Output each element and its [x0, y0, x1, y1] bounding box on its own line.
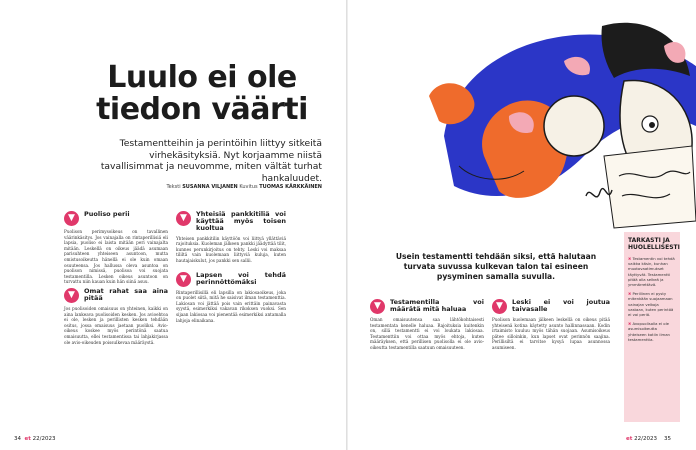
right-column-2 [492, 296, 610, 353]
sidebar-tip [628, 256, 676, 287]
article-title [82, 62, 322, 126]
illus-signature [586, 189, 612, 197]
sidebar-tip [628, 321, 676, 342]
section-body: Puolison kuolemaan jälkeen leskellä on oikeus pitää yhteisenä kotina käytetty asunto hallinnassaan. Kodin irtaimisto kuuluu myös tähän suojaan. Asumisoikeus pätee silloinkin, kun lapset ovat perinnön saajina. Perillisiltä ei tarvitse kysyä lupaa asunnossa asumiseen. [492, 317, 610, 350]
illus-head [544, 96, 604, 156]
section-head [64, 288, 168, 303]
section-heading: Omat rahat saa aina pitää [84, 286, 168, 303]
magazine-logo: et [24, 436, 31, 442]
folio-left [14, 436, 55, 442]
sidebar-tip [628, 291, 676, 317]
section-head [176, 211, 286, 233]
section-body: Yhteisen pankkitilin käyttöön voi liittyä yllättäviä rajoituksia. Kuoleman jälkeen pankki jäädyttää tilit, kunnes perunkirjoitus on tehty. Leski voi maksaa tililtä vain kuolemaan liittyviä kuluja, kuten hautajaiskulut, jos pankki sen sallii. [176, 235, 286, 263]
illus-pupil [649, 122, 655, 128]
section-heading: Lapsen voi tehdä perinnöttömäksi [196, 270, 286, 286]
check-icon: ✖ [628, 321, 633, 327]
section-body: Jos puolisoiden omaisuus on yhteinen, kaikki on aina lankeava puolisoiden kesken. Jos avioehtoa ei ole, lesken ja perillisten kesken tehdään ositus, jossa omaisuus jaetaan puoliksi. Avio-oikeus koskee myös perintönä saatua omaisuutta, ellei testamentissa tai lahjakirjassa ole avio-oikeuden poissulkevaa määräystä. [64, 305, 168, 345]
section-heading: Yhteisiä pankkitiliä voi käyttää myös toisen kuoltua [196, 210, 286, 233]
section-head [64, 211, 168, 226]
middle-column [176, 208, 286, 325]
section-body: Puolison perimysoikeus on tavallinen väärinkäsitys. Jos vainajalla on rintaperillisiä eli lapsia, puoliso ei laista mitään peri vainajalta mitään. Leskellä on oikeus jäädä asumaan parisuhteen yhteiseen asuntoon, mutta omistusoikeutta hänellä ei ole kuin omaan osuuteensa. Jos hallussa oleva asuntoa on puolison nimissä, puolisoa voi suojata testamentilla. Lesken oikeus asuntoon on turvattu niin kauan kuin hän siinä asuu. [64, 229, 168, 285]
section-heading: Puoliso perii [84, 210, 130, 218]
folio-right [626, 436, 671, 442]
byline [100, 184, 322, 190]
check-icon: ✖ [628, 291, 633, 297]
issue-number: 22/2023 [634, 436, 657, 442]
section-head [176, 272, 286, 287]
section-head [370, 299, 484, 314]
illus-paper-sheet [604, 146, 696, 228]
left-column [64, 208, 168, 347]
section-heading: Leski ei voi joutua taivasalle [512, 298, 610, 314]
title-line-2: tiedon väärti [96, 92, 308, 127]
right-column-1 [370, 296, 484, 353]
section-heading: Testamentilla voi määrätä mitä haluaa [390, 298, 484, 314]
tip-text: Perillinen ei pysty mitenkään suojaamaan vainajan velkoja vastaan, kuten perintöä ei voi periä. [628, 291, 674, 318]
check-icon: ✖ [628, 256, 633, 261]
thumbs-down-icon: ▼ [64, 288, 79, 303]
title-line-1: Luulo ei ole [107, 60, 297, 95]
pull-quote: Usein testamentti tehdään siksi, että halutaan turvata suvussa kulkevan talon tai esineen pysyminen samalla suvulla. [395, 252, 597, 281]
section-body: Oman omaisuutensa saa lähtökohtaisesti testamentata kenelle haluaa. Rajoituksia kuitenkin on, sillä testamentti ei voi loukata lakiosaa. Testamenttiin voi ottaa myös ehtoja, kuten määräyksen, että perillisen puolisolla ei ole avio-oikeutta testamentilla saatuun omaisuuteen. [370, 317, 484, 350]
byline-text-label: Teksti [166, 184, 181, 190]
page-number: 35 [663, 436, 671, 442]
section-head [492, 299, 610, 314]
thumbs-down-icon: ▼ [370, 299, 385, 314]
byline-author: SUSANNA VILJANEN [182, 184, 238, 190]
tip-text: Testamentin voi tehdä vaikka käsin, kunhan muotovaatimukset täyttyvät. Testamentti pitää olla selkeä ja ymmärrettävä. [628, 256, 675, 288]
thumbs-down-icon: ▼ [176, 211, 191, 226]
thumbs-down-icon: ▼ [492, 299, 507, 314]
left-page [0, 0, 346, 450]
byline-illustrator: TUOMAS KÄRKKÄINEN [259, 184, 322, 190]
thumbs-down-icon: ▼ [176, 272, 191, 287]
thumbs-down-icon: ▼ [64, 211, 79, 226]
byline-illus-label: Kuvitus [239, 184, 258, 190]
tip-text: Avopuolisolla ei ole asumisoikeutta yhteiseen kotiin ilman testamenttia. [628, 321, 670, 342]
tips-sidebar [624, 232, 680, 422]
illustration [414, 6, 696, 236]
page-number: 34 [14, 436, 21, 442]
sidebar-title: TARKASTI JA HUOLELLISESTI [628, 237, 680, 251]
magazine-logo: et [626, 436, 633, 442]
article-lead: Testamentteihin ja perintöihin liittyy sitkeitä virhekäsityksiä. Nyt korjaamme niistä tavallisimmat ja neuvomme, miten vältät turhat hankaluudet. [100, 138, 322, 184]
section-body: Rintaperillisillä eli lapsilla on lakiosaoikeus, joka on puolet siitä, mitä he saisivat ilman testamenttia. Lakiosan voi jättää pois vain erittäin painavasta syystä, esimerkiksi vakavan rikoksen vuoksi. Sen sijaan lakiosaa voi pienentää esimerkiksi antamalla lahjoja elinaikana. [176, 289, 286, 323]
issue-number: 22/2023 [32, 436, 56, 442]
